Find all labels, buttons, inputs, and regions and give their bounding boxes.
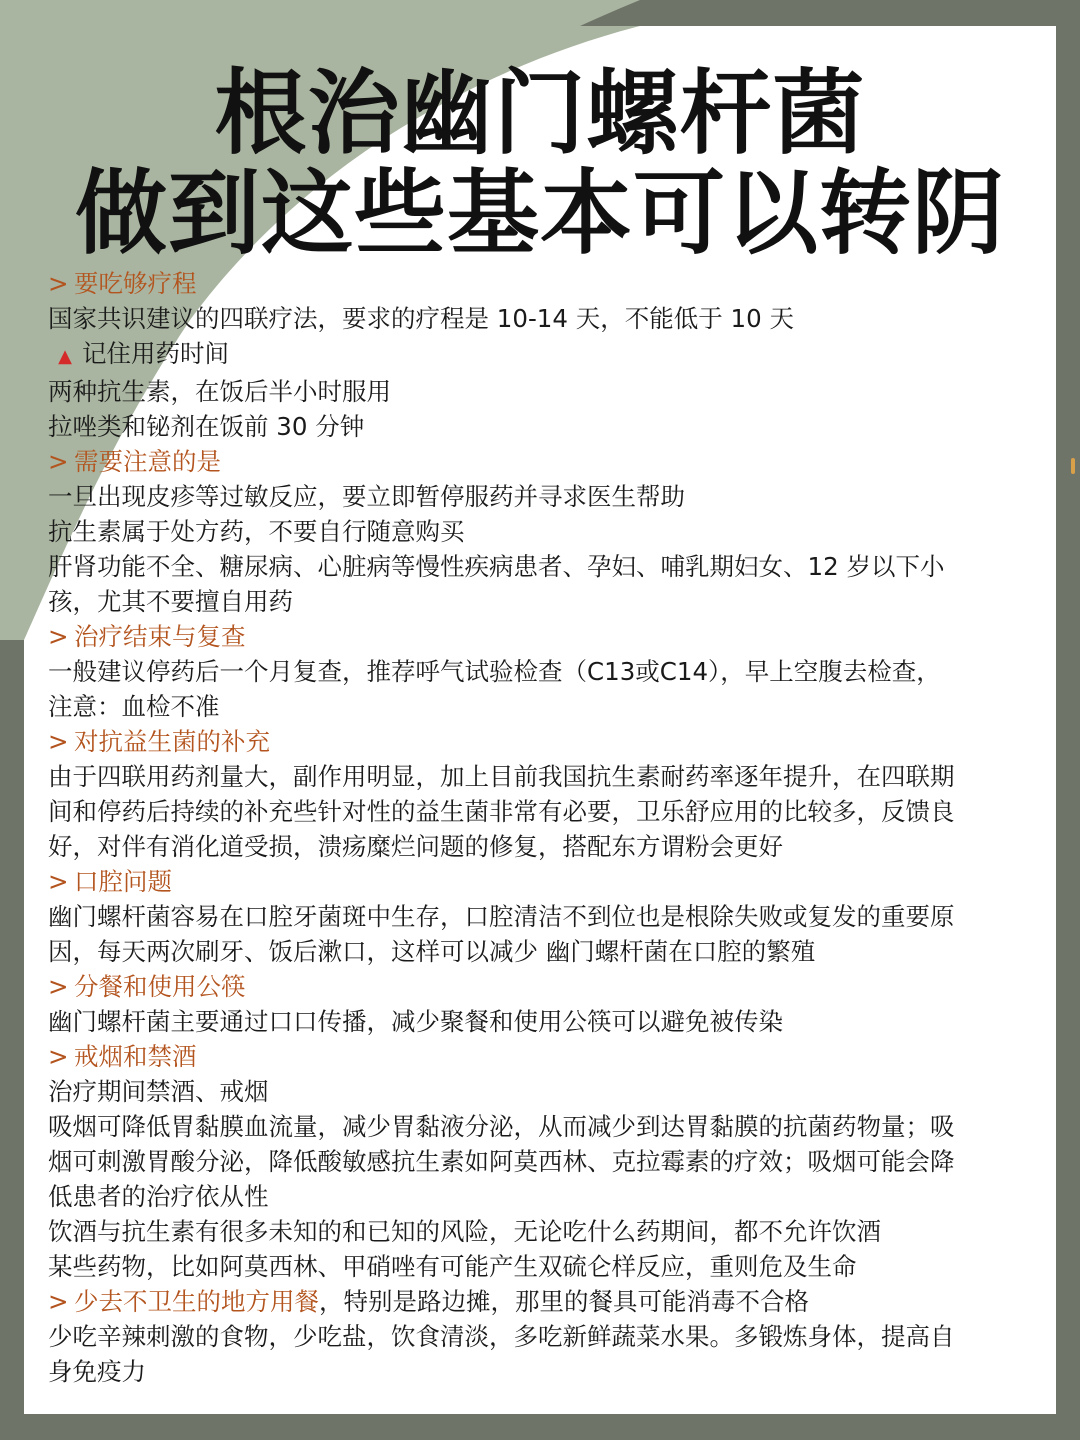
body-text: 治疗期间禁酒、戒烟 [48, 1077, 269, 1106]
section-heading-tail: ，特别是路边摊，那里的餐具可能消毒不合格 [319, 1287, 809, 1316]
body-text: 间和停药后持续的补充些针对性的益生菌非常有必要，卫乐舒应用的比较多，反馈良 [48, 797, 955, 826]
body-text: 拉唑类和铋剂在饭前 30 分钟 [48, 412, 365, 441]
body-text: 注意：血检不准 [48, 692, 220, 721]
body-text: 一般建议停药后一个月复查，推荐呼气试验检查（C13或C14），早上空腹去检查， [48, 657, 941, 686]
body-text: 好，对伴有消化道受损，溃疡糜烂问题的修复，搭配东方谓粉会更好 [48, 832, 783, 861]
edge-marker [1071, 458, 1075, 474]
body-text: 少吃辛辣刺激的食物，少吃盐，饮食清淡，多吃新鲜蔬菜水果。多锻炼身体，提高自 [48, 1322, 955, 1351]
body-text: 身免疫力 [48, 1357, 146, 1386]
article-body [48, 266, 1038, 1389]
section-heading: > 少去不卫生的地方用餐，特别是路边摊，那里的餐具可能消毒不合格 [48, 1284, 1038, 1319]
body-text: 国家共识建议的四联疗法，要求的疗程是 10-14 天，不能低于 10 天 [48, 304, 795, 333]
section-heading: > 口腔问题 [48, 864, 1038, 899]
body-text: 抗生素属于处方药，不要自行随意购买 [48, 517, 465, 546]
body-text: 幽门螺杆菌主要通过口口传播，减少聚餐和使用公筷可以避免被传染 [48, 1007, 783, 1036]
chevron-right-icon: > [48, 1287, 69, 1316]
chevron-right-icon: > [48, 972, 69, 1001]
chevron-right-icon: > [48, 622, 69, 651]
section-heading: > 要吃够疗程 [48, 266, 1038, 301]
body-text: 孩，尤其不要擅自用药 [48, 587, 293, 616]
body-text: 由于四联用药剂量大，副作用明显，加上目前我国抗生素耐药率逐年提升，在四联期 [48, 762, 955, 791]
chevron-right-icon: > [48, 269, 69, 298]
body-text: 吸烟可降低胃黏膜血流量，减少胃黏液分泌，从而减少到达胃黏膜的抗菌药物量；吸 [48, 1112, 955, 1141]
body-text: 因，每天两次刷牙、饭后漱口，这样可以减少 幽门螺杆菌在口腔的繁殖 [48, 937, 816, 966]
body-text: 两种抗生素，在饭后半小时服用 [48, 377, 391, 406]
page-title-line-2: 做到这些基本可以转阴 [74, 160, 1005, 267]
section-heading: > 分餐和使用公筷 [48, 969, 1038, 1004]
page-title-line-1: 根治幽门螺杆菌 [214, 60, 866, 167]
section-heading: > 对抗益生菌的补充 [48, 724, 1038, 759]
content-card [24, 26, 1056, 1414]
body-text: 低患者的治疗依从性 [48, 1182, 269, 1211]
section-heading: > 戒烟和禁酒 [48, 1039, 1038, 1074]
body-text: 幽门螺杆菌容易在口腔牙菌斑中生存，口腔清洁不到位也是根除失败或复发的重要原 [48, 902, 955, 931]
body-text: 烟可刺激胃酸分泌，降低酸敏感抗生素如阿莫西林、克拉霉素的疗效；吸烟可能会降 [48, 1147, 955, 1176]
body-text: 某些药物，比如阿莫西林、甲硝唑有可能产生双硫仑样反应，重则危及生命 [48, 1252, 857, 1281]
warning-triangle-icon: ▲ [58, 346, 72, 367]
body-text: 一旦出现皮疹等过敏反应，要立即暂停服药并寻求医生帮助 [48, 482, 685, 511]
chevron-right-icon: > [48, 1042, 69, 1071]
body-text: 肝肾功能不全、糖尿病、心脏病等慢性疾病患者、孕妇、哺乳期妇女、12 岁以下小 [48, 552, 945, 581]
chevron-right-icon: > [48, 867, 69, 896]
chevron-right-icon: > [48, 447, 69, 476]
body-text: 饮酒与抗生素有很多未知的和已知的风险，无论吃什么药期间，都不允许饮酒 [48, 1217, 881, 1246]
section-heading: > 治疗结束与复查 [48, 619, 1038, 654]
section-heading: > 需要注意的是 [48, 444, 1038, 479]
chevron-right-icon: > [48, 727, 69, 756]
alert-heading: ▲ 记住用药时间 [48, 336, 1038, 374]
